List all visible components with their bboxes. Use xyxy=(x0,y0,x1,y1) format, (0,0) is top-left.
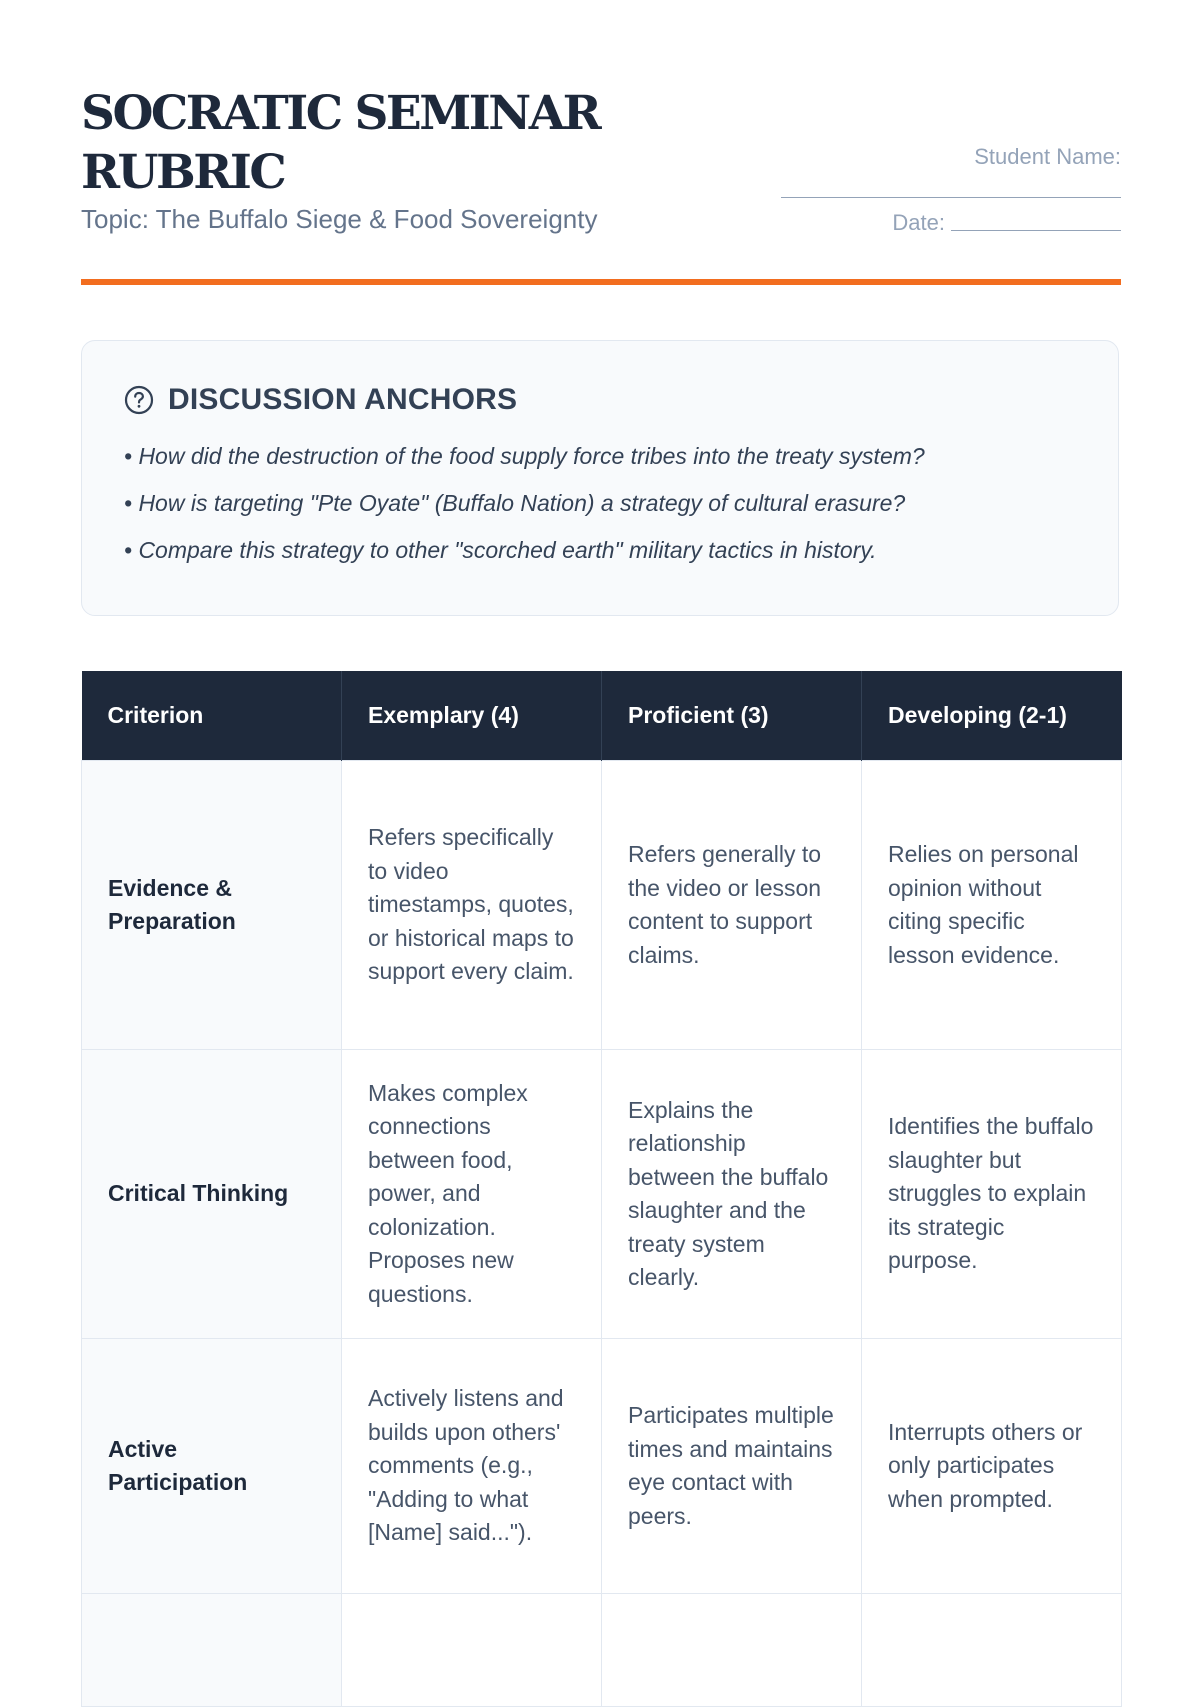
topic-subtitle: Topic: The Buffalo Siege & Food Sovereignty xyxy=(81,204,598,234)
question-circle-icon xyxy=(124,385,154,415)
student-info xyxy=(761,140,1121,238)
criterion-cell: Critical Thinking xyxy=(82,1050,342,1339)
proficient-cell: Refers generally to the video or lesson content to support claims. xyxy=(602,761,862,1050)
exemplary-cell: Actively listens and builds upon others' comments (e.g., "Adding to what [Name] said..."). xyxy=(342,1339,602,1594)
developing-cell: Identifies the buffalo slaughter but struggles to explain its strategic purpose. xyxy=(862,1050,1122,1339)
table-header-row xyxy=(82,671,1122,761)
criterion-cell: Active Participation xyxy=(82,1339,342,1594)
anchor-question: • Compare this strategy to other "scorched earth" military tactics in history. xyxy=(124,537,877,563)
table-row xyxy=(82,1050,1122,1339)
developing-cell: Interrupts others or only participates when prompted. xyxy=(862,1339,1122,1594)
proficient-cell xyxy=(602,1594,862,1707)
column-header-exemplary: Exemplary (4) xyxy=(342,671,602,761)
anchor-question: • How is targeting "Pte Oyate" (Buffalo Nation) a strategy of cultural erasure? xyxy=(124,490,906,516)
table-row xyxy=(82,1339,1122,1594)
column-header-criterion: Criterion xyxy=(82,671,342,761)
page-header xyxy=(81,0,1121,290)
criterion-cell xyxy=(82,1594,342,1707)
exemplary-cell: Refers specifically to video timestamps, quotes, or historical maps to support every claim. xyxy=(342,761,602,1050)
page-title: SOCRATIC SEMINAR RUBRIC xyxy=(81,86,600,200)
anchor-question: • How did the destruction of the food supply force tribes into the treaty system? xyxy=(124,443,925,469)
student-name-label: Student Name: xyxy=(974,144,1121,169)
column-header-proficient: Proficient (3) xyxy=(602,671,862,761)
rubric-table xyxy=(81,671,1122,1707)
table-row xyxy=(82,1594,1122,1707)
proficient-cell: Participates multiple times and maintains eye contact with peers. xyxy=(602,1339,862,1594)
anchors-title: DISCUSSION ANCHORS xyxy=(168,383,518,416)
header-divider xyxy=(81,279,1121,285)
student-name-field[interactable] xyxy=(781,197,1121,198)
anchors-list xyxy=(124,441,925,582)
column-header-developing: Developing (2-1) xyxy=(862,671,1122,761)
exemplary-cell xyxy=(342,1594,602,1707)
exemplary-cell: Makes complex connections between food, power, and colonization. Proposes new questions. xyxy=(342,1050,602,1339)
anchors-heading xyxy=(124,383,517,417)
date-row xyxy=(761,208,1121,238)
discussion-anchors-panel xyxy=(81,340,1119,616)
date-label: Date: xyxy=(892,210,945,235)
proficient-cell: Explains the relationship between the buffalo slaughter and the treaty system clearly. xyxy=(602,1050,862,1339)
table-row xyxy=(82,761,1122,1050)
rubric-page xyxy=(81,0,1121,1546)
date-field[interactable] xyxy=(951,230,1121,231)
developing-cell xyxy=(862,1594,1122,1707)
developing-cell: Relies on personal opinion without citing specific lesson evidence. xyxy=(862,761,1122,1050)
criterion-cell: Evidence & Preparation xyxy=(82,761,342,1050)
